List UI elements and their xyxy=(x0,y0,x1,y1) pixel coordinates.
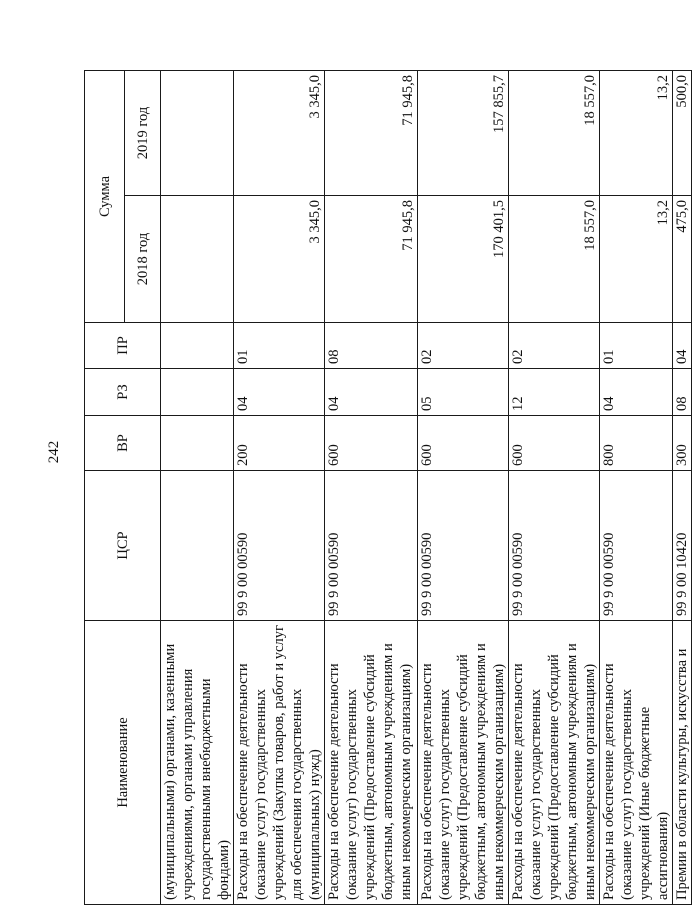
cell-name: Расходы на обеспечение деятельности (оказание услуг) государственных учреждений (Предоставление субсидий бюджетным, автономным учреждениям и иным некоммерческим организациям) xyxy=(509,621,600,905)
cell-2019 xyxy=(161,71,234,196)
cell-csr: 99 9 00 00590 xyxy=(600,471,673,621)
cell-vr xyxy=(161,416,234,471)
cell-rz: 12 xyxy=(509,369,600,416)
cell-2018 xyxy=(161,196,234,323)
cell-csr xyxy=(161,471,234,621)
cell-pr: 01 xyxy=(234,323,325,369)
table-row xyxy=(673,71,692,905)
cell-rz: 08 xyxy=(673,369,692,416)
cell-csr: 99 9 00 10420 xyxy=(673,471,692,621)
header-sum: Сумма xyxy=(85,71,125,323)
cell-csr: 99 9 00 00590 xyxy=(509,471,600,621)
cell-name: Расходы на обеспечение деятельности (оказание услуг) государственных учреждений (Предоставление субсидий бюджетным, автономным учреждениям и иным некоммерческим организациям) xyxy=(418,621,509,905)
header-year-2019: 2019 год xyxy=(125,71,161,196)
table-row xyxy=(600,71,673,905)
header-row-1 xyxy=(85,71,125,905)
cell-csr: 99 9 00 00590 xyxy=(234,471,325,621)
cell-2019: 18 557,0 xyxy=(509,71,600,196)
cell-pr xyxy=(161,323,234,369)
table-row xyxy=(418,71,509,905)
table-row xyxy=(234,71,325,905)
cell-pr: 02 xyxy=(418,323,509,369)
cell-2019: 3 345,0 xyxy=(234,71,325,196)
header-csr: ЦСР xyxy=(85,471,161,621)
header-name: Наименование xyxy=(85,621,161,905)
cell-vr: 300 xyxy=(673,416,692,471)
cell-pr: 02 xyxy=(509,323,600,369)
cell-rz: 05 xyxy=(418,369,509,416)
table-row xyxy=(509,71,600,905)
cell-pr: 01 xyxy=(600,323,673,369)
page-number: 242 xyxy=(46,440,62,464)
cell-name: (муниципальными) органами, казенными учреждениями, органами управления государственными внебюджетными фондами) xyxy=(161,621,234,905)
cell-2018: 475,0 xyxy=(673,196,692,323)
cell-pr: 04 xyxy=(673,323,692,369)
cell-vr: 600 xyxy=(418,416,509,471)
budget-table xyxy=(84,70,692,905)
cell-csr: 99 9 00 00590 xyxy=(418,471,509,621)
cell-rz: 04 xyxy=(600,369,673,416)
header-year-2018: 2018 год xyxy=(125,196,161,323)
cell-2019: 500,0 xyxy=(673,71,692,196)
cell-csr: 99 9 00 00590 xyxy=(325,471,418,621)
cell-2018: 18 557,0 xyxy=(509,196,600,323)
cell-rz: 04 xyxy=(234,369,325,416)
cell-name: Расходы на обеспечение деятельности (оказание услуг) государственных учреждений (Предоставление субсидий бюджетным, автономным учреждениям и иным некоммерческим организациям) xyxy=(325,621,418,905)
cell-2019: 157 855,7 xyxy=(418,71,509,196)
cell-2018: 71 945,8 xyxy=(325,196,418,323)
header-pr: ПР xyxy=(85,323,161,369)
table-row xyxy=(161,71,234,905)
cell-name: Расходы на обеспечение деятельности (оказание услуг) государственных учреждений (Иные бюджетные ассигнования) xyxy=(600,621,673,905)
cell-name: Премии в области культуры, искусства и xyxy=(673,621,692,905)
cell-2018: 3 345,0 xyxy=(234,196,325,323)
cell-2018: 13,2 xyxy=(600,196,673,323)
header-vr: ВР xyxy=(85,416,161,471)
cell-vr: 200 xyxy=(234,416,325,471)
cell-vr: 600 xyxy=(325,416,418,471)
cell-rz: 04 xyxy=(325,369,418,416)
table-row xyxy=(325,71,418,905)
cell-pr: 08 xyxy=(325,323,418,369)
header-rz: РЗ xyxy=(85,369,161,416)
cell-name: Расходы на обеспечение деятельности (оказание услуг) государственных учреждений (Закупка товаров, работ и услуг для обеспечения государственных (муниципальных) нужд) xyxy=(234,621,325,905)
cell-2018: 170 401,5 xyxy=(418,196,509,323)
cell-rz xyxy=(161,369,234,416)
cell-vr: 800 xyxy=(600,416,673,471)
cell-vr: 600 xyxy=(509,416,600,471)
budget-table-rotated xyxy=(84,71,690,905)
cell-2019: 71 945,8 xyxy=(325,71,418,196)
cell-2019: 13,2 xyxy=(600,71,673,196)
